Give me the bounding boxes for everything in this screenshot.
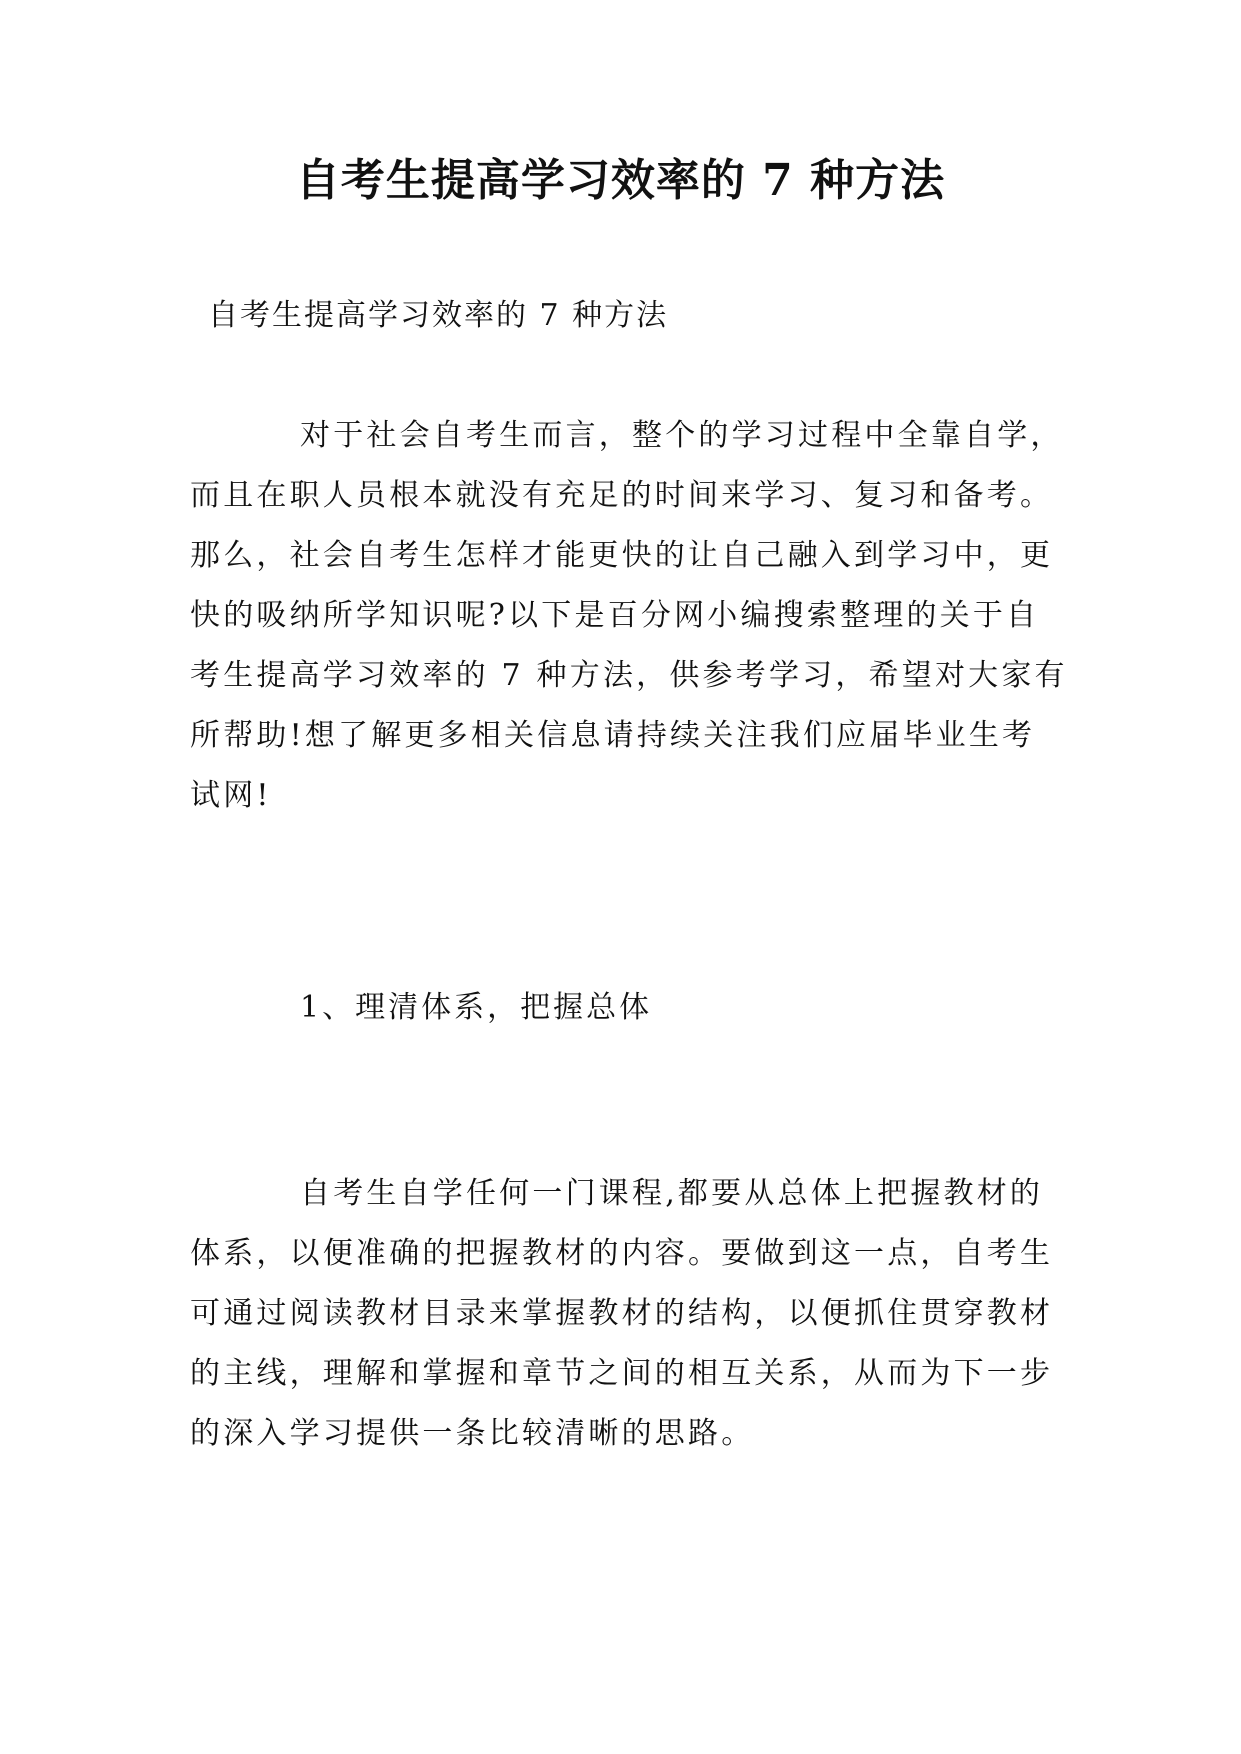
section-heading: 1、理清体系，把握总体: [300, 990, 653, 1025]
paragraph-line: 可通过阅读教材目录来掌握教材的结构，以便抓住贯穿教材: [190, 1296, 1054, 1331]
paragraph-line: 试网!: [190, 778, 272, 813]
paragraph-line: 对于社会自考生而言，整个的学习过程中全靠自学，: [300, 418, 1064, 453]
paragraph-line: 的深入学习提供一条比较清晰的思路。: [190, 1416, 755, 1451]
document-title: 自考生提高学习效率的 7 种方法: [295, 155, 946, 206]
paragraph-line: 的主线，理解和掌握和章节之间的相互关系，从而为下一步: [190, 1356, 1054, 1391]
paragraph-line: 自考生自学任何一门课程,都要从总体上把握教材的: [300, 1176, 1044, 1211]
paragraph-line: 那么，社会自考生怎样才能更快的让自己融入到学习中，更: [190, 538, 1054, 573]
paragraph-line: 所帮助!想了解更多相关信息请持续关注我们应届毕业生考: [190, 718, 1036, 753]
section-paragraph: [190, 1164, 1070, 1464]
intro-paragraph: [190, 406, 1070, 826]
document-subtitle: 自考生提高学习效率的 7 种方法: [208, 298, 669, 333]
paragraph-line: 体系，以便准确的把握教材的内容。要做到这一点，自考生: [190, 1236, 1054, 1271]
paragraph-line: 而且在职人员根本就没有充足的时间来学习、复习和备考。: [190, 478, 1054, 513]
paragraph-line: 考生提高学习效率的 7 种方法，供参考学习，希望对大家有: [190, 658, 1068, 693]
paragraph-line: 快的吸纳所学知识呢?以下是百分网小编搜索整理的关于自: [190, 598, 1040, 633]
